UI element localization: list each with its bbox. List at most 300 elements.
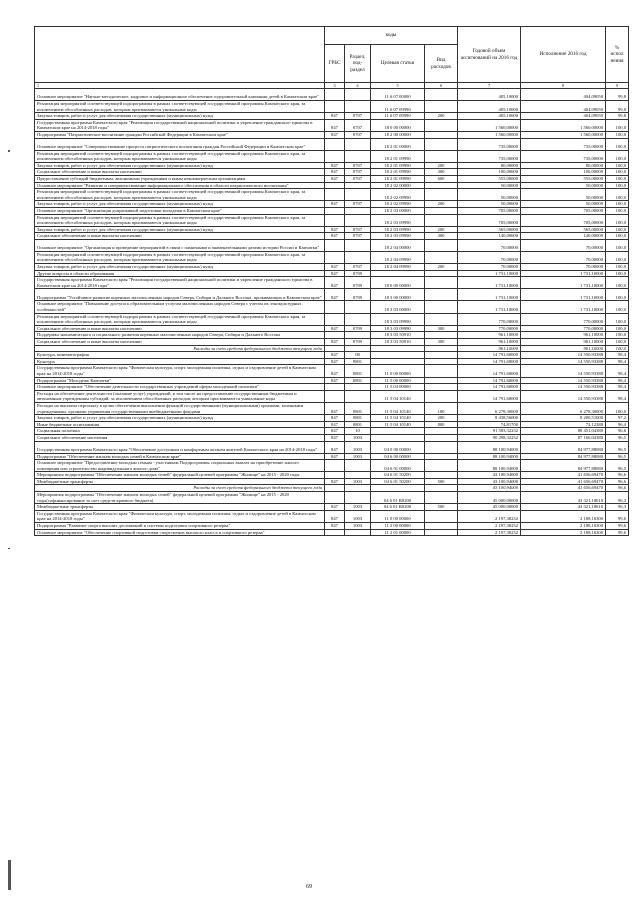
row-section: 0707 [345, 226, 371, 233]
row-execution: 14 550,93388 [521, 352, 606, 359]
row-percent: 100,0 [606, 339, 629, 346]
row-name: Социальное обеспечение и иные выплаты населению [35, 233, 325, 240]
row-grbs: 847 [325, 270, 345, 277]
row-section [345, 390, 371, 402]
row-grbs [325, 138, 345, 150]
row-section: 0709 [345, 325, 371, 332]
row-grbs: 847 [325, 162, 345, 169]
row-grbs [325, 101, 345, 113]
row-execution: 2 188,16300 [521, 510, 606, 522]
row-execution: 70,00000 [521, 264, 606, 271]
row-section [345, 182, 371, 189]
row-execution: 1 560,00000 [521, 131, 606, 138]
row-target: 18 3 00 00000 [371, 289, 425, 301]
table-row [35, 313, 629, 325]
table-row [35, 113, 629, 120]
row-annual: 140,00000 [458, 233, 521, 240]
header-annual: Годовой объем ассигнований на 2016 год [458, 27, 521, 83]
row-name: Межбюджетные трансферты [35, 478, 325, 485]
row-execution: 70,00000 [521, 239, 606, 251]
row-target [371, 358, 425, 365]
row-execution: 8 200,51000 [521, 415, 606, 422]
table-row [35, 377, 629, 384]
row-execution: 565,00000 [521, 226, 606, 233]
row-expense-type [425, 352, 458, 359]
row-target: 11 6 07 09990 [371, 113, 425, 120]
row-percent: 96,5 [606, 434, 629, 441]
row-expense-type [425, 119, 458, 131]
table-row [35, 415, 629, 422]
row-name: Основное мероприятие "Обеспечение спортивной подготовки спортсменов высокого класса и спортивного резерва" [35, 529, 325, 536]
row-name: Расходы за счет средств федерального бюджета текущего года [35, 485, 325, 492]
row-target: 04 6 01 00000 [371, 460, 425, 472]
row-grbs: 847 [325, 358, 345, 365]
row-expense-type [425, 453, 458, 460]
header-section: Раздел, под-раздел [345, 45, 371, 83]
row-target: 11 2 00 00000 [371, 523, 425, 530]
row-execution: 1 731,10000 [521, 270, 606, 277]
row-percent: 100,0 [606, 131, 629, 138]
row-target: 11 6 07 00000 [371, 89, 425, 101]
row-target [371, 485, 425, 492]
row-execution: 14 550,93388 [521, 377, 606, 384]
row-percent: 96,3 [606, 492, 629, 504]
row-percent: 99,6 [606, 510, 629, 522]
row-execution: 404,09050 [521, 89, 606, 101]
table-row [35, 175, 629, 182]
row-annual: 14 791,68000 [458, 365, 521, 377]
row-grbs: 847 [325, 201, 345, 208]
table-row [35, 485, 629, 492]
row-expense-type [425, 492, 458, 504]
row-annual: 70,00000 [458, 239, 521, 251]
row-annual: 74,81700 [458, 421, 521, 428]
table-row [35, 472, 629, 479]
row-execution: 555,00000 [521, 175, 606, 182]
row-percent: 100,0 [606, 169, 629, 176]
table-row [35, 365, 629, 377]
row-section [345, 207, 371, 214]
row-execution: 961,10000 [521, 345, 606, 352]
row-expense-type: 200 [425, 201, 458, 208]
row-section: 08 [345, 352, 371, 359]
row-name: Закупка товаров, работ и услуг для обеспечения государственных (муниципальных) нужд [35, 201, 325, 208]
row-name: Реализация мероприятий соответствующей подпрограммы в рамках соответствующей государственной программы Камчатского края, за исключением обособленных расходов, которым присваиваются уникальные коды [35, 251, 325, 263]
table-row [35, 453, 629, 460]
row-annual: 1 560,00000 [458, 119, 521, 131]
row-percent: 96,4 [606, 421, 629, 428]
row-section [345, 492, 371, 504]
row-annual: 14 791,68000 [458, 384, 521, 391]
row-percent: 100,0 [606, 289, 629, 301]
row-section: 0801 [345, 377, 371, 384]
row-annual: 1 731,10000 [458, 270, 521, 277]
row-grbs: 847 [325, 510, 345, 522]
table-row [35, 421, 629, 428]
row-execution: 41 656,69470 [521, 485, 606, 492]
row-target: 04 6 01 50200 [371, 472, 425, 479]
row-grbs: 847 [325, 233, 345, 240]
header-percent: % испол нения [606, 27, 629, 83]
row-annual: 70,00000 [458, 251, 521, 263]
row-grbs: 847 [325, 113, 345, 120]
page-number: 69 [306, 884, 312, 890]
row-execution: 140,00000 [521, 233, 606, 240]
row-annual: 405,10000 [458, 101, 521, 113]
budget-table-sheet [34, 26, 628, 536]
table-row [35, 182, 629, 189]
row-target: 18 2 00 00000 [371, 131, 425, 138]
row-section: 0709 [345, 270, 371, 277]
row-expense-type: 500 [425, 478, 458, 485]
row-name: Закупка товаров, работ и услуг для обеспечения государственных (муниципальных) нужд [35, 415, 325, 422]
table-row [35, 339, 629, 346]
row-annual: 45 000,00000 [458, 504, 521, 511]
header-name-cell [35, 27, 325, 83]
row-execution: 100,00000 [521, 169, 606, 176]
table-row [35, 390, 629, 402]
col-num: 6 [425, 83, 458, 89]
row-expense-type [425, 138, 458, 150]
row-target: 04 0 00 00000 [371, 441, 425, 453]
row-annual: 565,00000 [458, 226, 521, 233]
row-expense-type [425, 510, 458, 522]
table-row [35, 289, 629, 301]
row-name: Межбюджетные трансферты [35, 504, 325, 511]
row-percent: 96,6 [606, 485, 629, 492]
row-expense-type [425, 313, 458, 325]
col-num: 3 [325, 83, 345, 89]
table-row [35, 150, 629, 162]
table-row [35, 239, 629, 251]
row-section: 1003 [345, 504, 371, 511]
binding-mark [8, 548, 10, 549]
row-grbs [325, 207, 345, 214]
row-annual: 50,00000 [458, 189, 521, 201]
row-section [345, 332, 371, 339]
row-section: 1003 [345, 434, 371, 441]
row-execution: 70,00000 [521, 251, 606, 263]
row-grbs [325, 313, 345, 325]
row-execution: 50,00000 [521, 182, 606, 189]
table-row [35, 138, 629, 150]
row-expense-type [425, 131, 458, 138]
row-target: 11 5 04 10140 [371, 390, 425, 402]
row-name: Культура [35, 358, 325, 365]
row-grbs: 847 [325, 377, 345, 384]
row-execution: 1 731,10000 [521, 289, 606, 301]
row-section: 0707 [345, 169, 371, 176]
row-name: Расходы за счет средств федерального бюджета текущего года [35, 345, 325, 352]
row-expense-type [425, 529, 458, 536]
row-expense-type: 100 [425, 402, 458, 414]
row-percent: 100,0 [606, 277, 629, 289]
row-annual: 735,00000 [458, 150, 521, 162]
header-grbs: ГРБС [325, 45, 345, 83]
row-grbs [325, 460, 345, 472]
row-section [345, 460, 371, 472]
row-annual: 14 791,68000 [458, 358, 521, 365]
row-target: 18 0 00 00000 [371, 277, 425, 289]
row-annual: 1 731,10000 [458, 277, 521, 289]
row-grbs [325, 390, 345, 402]
row-percent: 100,0 [606, 264, 629, 271]
row-expense-type [425, 434, 458, 441]
row-section [345, 485, 371, 492]
header-target: Целевая статья [371, 45, 425, 83]
row-target [371, 352, 425, 359]
row-target [371, 270, 425, 277]
row-target: 11 5 04 10140 [371, 421, 425, 428]
row-name: Государственная программа Камчатского края "Обеспечение доступным и комфортным жильем жителей Камчатского края на 2014-2018 годы" [35, 441, 325, 453]
row-target: 18 2 04 09990 [371, 251, 425, 263]
row-target: 18 2 01 09990 [371, 150, 425, 162]
row-execution: 404,09050 [521, 113, 606, 120]
row-expense-type: 200 [425, 162, 458, 169]
row-percent: 98,4 [606, 352, 629, 359]
table-row [35, 189, 629, 201]
table-row [35, 119, 629, 131]
row-target: 11 0 00 00000 [371, 365, 425, 377]
row-target: 04 6 01 50200 [371, 478, 425, 485]
row-section: 1003 [345, 453, 371, 460]
row-execution: 87 166,04380 [521, 434, 606, 441]
row-annual: 14 791,68000 [458, 377, 521, 384]
table-row [35, 345, 629, 352]
row-name: Другие вопросы в области образования [35, 270, 325, 277]
row-target: 18 3 03 09990 [371, 325, 425, 332]
row-grbs: 847 [325, 119, 345, 131]
row-target: 18 2 01 09990 [371, 162, 425, 169]
row-execution: 50,00000 [521, 201, 606, 208]
row-grbs [325, 345, 345, 352]
row-name: Государственная программа Камчатского края "Реализация государственной национальной политики и укрепление гражданского единства в Камчатском крае на 2014-2018 годы" [35, 119, 325, 131]
row-grbs: 847 [325, 421, 345, 428]
row-percent: 100,0 [606, 345, 629, 352]
row-expense-type [425, 207, 458, 214]
row-section: 0707 [345, 233, 371, 240]
row-percent: 99,8 [606, 101, 629, 113]
row-annual: 8 438,56000 [458, 415, 521, 422]
header-execution: Исполнение 2016 год [521, 27, 606, 83]
row-name: Предоставление субсидий бюджетным, автономным учреждениям и иным некоммерческим организациям [35, 175, 325, 182]
col-num: 5 [371, 83, 425, 89]
row-expense-type [425, 332, 458, 339]
row-execution: 1 731,10000 [521, 277, 606, 289]
col-num: 4 [345, 83, 371, 89]
row-section: 0709 [345, 339, 371, 346]
row-execution: 84 977,88080 [521, 453, 606, 460]
row-annual: 1 560,00000 [458, 131, 521, 138]
row-target: 11 5 00 00000 [371, 377, 425, 384]
row-section: 0801 [345, 365, 371, 377]
row-execution: 2 188,16300 [521, 529, 606, 536]
row-expense-type: 200 [425, 264, 458, 271]
row-section: 0801 [345, 415, 371, 422]
row-expense-type: 200 [425, 415, 458, 422]
row-annual: 2 197,38232 [458, 510, 521, 522]
row-execution: 770,00000 [521, 325, 606, 332]
row-section: 0707 [345, 175, 371, 182]
row-annual: 705,00000 [458, 214, 521, 226]
row-expense-type [425, 390, 458, 402]
table-row [35, 270, 629, 277]
row-percent: 100,0 [606, 301, 629, 313]
row-name: Основное мероприятие "Организация и проведение мероприятий в связи с памятными и знаменательными датами истории России и Камчатки" [35, 239, 325, 251]
row-grbs: 847 [325, 175, 345, 182]
table-row [35, 233, 629, 240]
row-annual: 961,10000 [458, 332, 521, 339]
row-target: 18 2 03 09990 [371, 233, 425, 240]
col-num: 1 [35, 83, 325, 89]
row-name: Реализация мероприятий соответствующей подпрограммы в рамках соответствующей государственной программы Камчатского края, за исключением обособленных расходов, которым присваиваются уникальные коды [35, 101, 325, 113]
row-execution: 43 321,18610 [521, 504, 606, 511]
row-target: 18 3 03 09990 [371, 313, 425, 325]
row-section: 0707 [345, 264, 371, 271]
row-grbs: 847 [325, 226, 345, 233]
row-name: Закупка товаров, работ и услуг для обеспечения государственных (муниципальных) нужд [35, 264, 325, 271]
row-expense-type [425, 89, 458, 101]
row-annual: 50,00000 [458, 182, 521, 189]
row-expense-type [425, 189, 458, 201]
row-percent: 98,4 [606, 365, 629, 377]
row-target: 18 0 00 00000 [371, 119, 425, 131]
row-grbs: 847 [325, 453, 345, 460]
row-annual: 405,10000 [458, 113, 521, 120]
row-section [345, 189, 371, 201]
row-name: Социальное обеспечение и иные выплаты населению [35, 325, 325, 332]
row-name: Государственная программа Камчатского края "Реализация государственной национальной политики и укрепление гражданского единства в Камчатском крае на 2014-2018 годы" [35, 277, 325, 289]
row-target [371, 428, 425, 435]
row-name: Государственная программа Камчатского края "Физическая культура, спорт, молодежная политика, отдых и оздоровление детей в Камчатском крае на 2014-2018 годы" [35, 365, 325, 377]
row-execution: 770,00000 [521, 313, 606, 325]
row-annual: 90 298,32232 [458, 434, 521, 441]
row-expense-type [425, 251, 458, 263]
row-annual: 405,10000 [458, 89, 521, 101]
row-grbs: 847 [325, 441, 345, 453]
row-name: Основное мероприятие "Обеспечение деятельности государственных учреждений сферы молодежной политики" [35, 384, 325, 391]
row-section: 1003 [345, 510, 371, 522]
table-row [35, 428, 629, 435]
row-percent: 100,0 [606, 325, 629, 332]
row-expense-type [425, 182, 458, 189]
table-row [35, 301, 629, 313]
row-target: 11 6 07 09990 [371, 101, 425, 113]
table-row [35, 434, 629, 441]
row-expense-type: 300 [425, 169, 458, 176]
row-target: 18 2 01 09990 [371, 169, 425, 176]
table-row [35, 264, 629, 271]
row-section [345, 472, 371, 479]
row-percent: 100,0 [606, 239, 629, 251]
row-execution: 705,00000 [521, 214, 606, 226]
row-name: Мероприятия подпрограммы "Обеспечение жильем молодых семей" федеральной целевой программы "Жилище" на 2015 - 2020 годы [35, 472, 325, 479]
row-target: 18 2 03 09990 [371, 214, 425, 226]
row-grbs: 847 [325, 402, 345, 414]
row-percent: 96,5 [606, 460, 629, 472]
row-grbs [325, 472, 345, 479]
row-expense-type [425, 214, 458, 226]
row-name: Поддержка экономического и социального развития коренных малочисленных народов Севера, Сибири и Дальнего Востока [35, 332, 325, 339]
row-annual: 961,10000 [458, 339, 521, 346]
row-expense-type [425, 441, 458, 453]
row-expense-type [425, 428, 458, 435]
row-execution: 84 977,88080 [521, 460, 606, 472]
row-execution: 14 550,93388 [521, 384, 606, 391]
row-section: 0707 [345, 119, 371, 131]
row-annual: 14 791,68000 [458, 390, 521, 402]
row-expense-type: 600 [425, 175, 458, 182]
row-annual: 43 100,94000 [458, 485, 521, 492]
row-name: Подпрограмма "Молодежь Камчатки" [35, 377, 325, 384]
table-row [35, 89, 629, 101]
row-name: Основное мероприятие "Развитие и совершенствование информационного обеспечения в области патриотического воспитания" [35, 182, 325, 189]
row-percent: 98,4 [606, 377, 629, 384]
row-grbs [325, 301, 345, 313]
row-percent: 100,0 [606, 138, 629, 150]
row-annual: 770,00000 [458, 313, 521, 325]
row-target: 11 2 01 00000 [371, 529, 425, 536]
row-expense-type [425, 289, 458, 301]
table-row [35, 529, 629, 536]
row-expense-type [425, 485, 458, 492]
row-target: 18 2 02 09990 [371, 189, 425, 201]
row-section [345, 239, 371, 251]
header-codes: коды [325, 27, 458, 45]
binding-mark [8, 860, 11, 890]
row-section: 1003 [345, 441, 371, 453]
row-execution: 80,00000 [521, 162, 606, 169]
table-row [35, 492, 629, 504]
row-name: Расходы на обеспечение деятельности (оказание услуг) учреждений, в том числе на предоставление государственным бюджетным и автономным учреждениям субсидий, за исключением обособленных расходов, которым присваиваются уникальные коды [35, 390, 325, 402]
row-section [345, 313, 371, 325]
row-grbs: 847 [325, 325, 345, 332]
row-section [345, 89, 371, 101]
row-annual: 1 731,10000 [458, 301, 521, 313]
row-expense-type: 300 [425, 233, 458, 240]
row-target: 18 2 04 09990 [371, 264, 425, 271]
row-target: 18 2 04 00000 [371, 239, 425, 251]
table-row [35, 101, 629, 113]
row-name: Мероприятия подпрограммы "Обеспечение жильем молодых семей" федеральной целевой программы "Жилище" на 2015 - 2020 годы(софинансирование за счет средств краевого бюджета) [35, 492, 325, 504]
row-expense-type [425, 150, 458, 162]
row-section: 1003 [345, 478, 371, 485]
table-row [35, 162, 629, 169]
row-section: 0707 [345, 162, 371, 169]
row-execution: 72,12388 [521, 421, 606, 428]
row-target: 18 2 03 00000 [371, 207, 425, 214]
row-expense-type [425, 270, 458, 277]
row-grbs: 847 [325, 365, 345, 377]
table-row [35, 201, 629, 208]
row-grbs: 847 [325, 504, 345, 511]
row-percent: 100,0 [606, 162, 629, 169]
row-grbs [325, 332, 345, 339]
row-annual: 2 197,38232 [458, 523, 521, 530]
row-target: 18 2 03 09990 [371, 226, 425, 233]
row-annual: 770,00000 [458, 325, 521, 332]
row-section: 1003 [345, 523, 371, 530]
row-annual: 1 731,10000 [458, 289, 521, 301]
row-execution: 2 188,16300 [521, 523, 606, 530]
row-expense-type [425, 239, 458, 251]
row-target: 11 5 04 00000 [371, 384, 425, 391]
row-execution: 1 731,10000 [521, 301, 606, 313]
row-annual: 80,00000 [458, 162, 521, 169]
row-percent: 100,0 [606, 332, 629, 339]
table-row [35, 207, 629, 214]
row-section [345, 301, 371, 313]
